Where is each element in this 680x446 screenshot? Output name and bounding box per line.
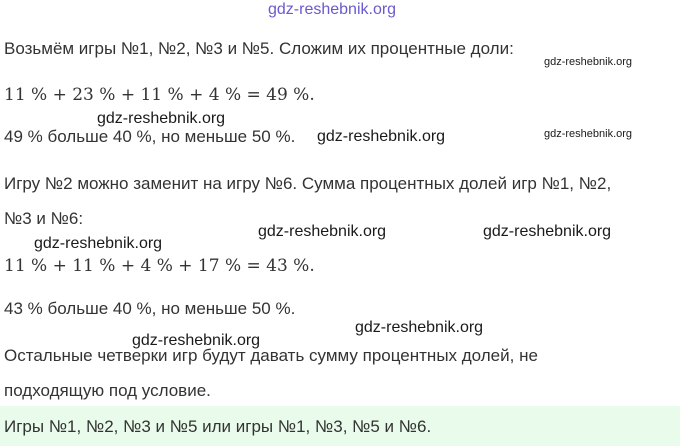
top-watermark: gdz-reshebnik.org <box>268 1 397 18</box>
equation-2: 11 % + 11 % + 4 % + 17 % = 43 %. <box>4 256 315 276</box>
text-line-9: подходящую под условие. <box>4 381 211 400</box>
watermark-9: gdz-reshebnik.org <box>132 332 261 349</box>
watermark-6: gdz-reshebnik.org <box>483 223 612 240</box>
text-line-4: Игру №2 можно заменит на игру №6. Сумма процентных долей игр №1, №2, <box>4 174 612 193</box>
watermark-4: gdz-reshebnik.org <box>544 128 633 140</box>
watermark-2: gdz-reshebnik.org <box>97 110 226 127</box>
answer-box <box>0 406 680 446</box>
text-line-7: 43 % больше 40 %, но меньше 50 %. <box>4 299 296 318</box>
watermark-3: gdz-reshebnik.org <box>317 128 446 145</box>
text-line-3: 49 % больше 40 %, но меньше 50 %. <box>4 127 296 146</box>
text-line-5: №3 и №6: <box>4 209 84 228</box>
watermark-5: gdz-reshebnik.org <box>258 223 387 240</box>
text-line-8: Остальные четверки игр будут давать сумму процентных долей, не <box>4 346 538 365</box>
answer-text: Игры №1, №2, №3 и №5 или игры №1, №3, №5 и №6. <box>4 417 432 436</box>
watermark-8: gdz-reshebnik.org <box>355 319 484 336</box>
equation-1: 11 % + 23 % + 11 % + 4 % = 49 %. <box>4 85 315 105</box>
watermark-7: gdz-reshebnik.org <box>34 235 163 252</box>
watermark-1: gdz-reshebnik.org <box>544 56 633 68</box>
text-line-1: Возьмём игры №1, №2, №3 и №5. Сложим их процентные доли: <box>4 39 514 58</box>
